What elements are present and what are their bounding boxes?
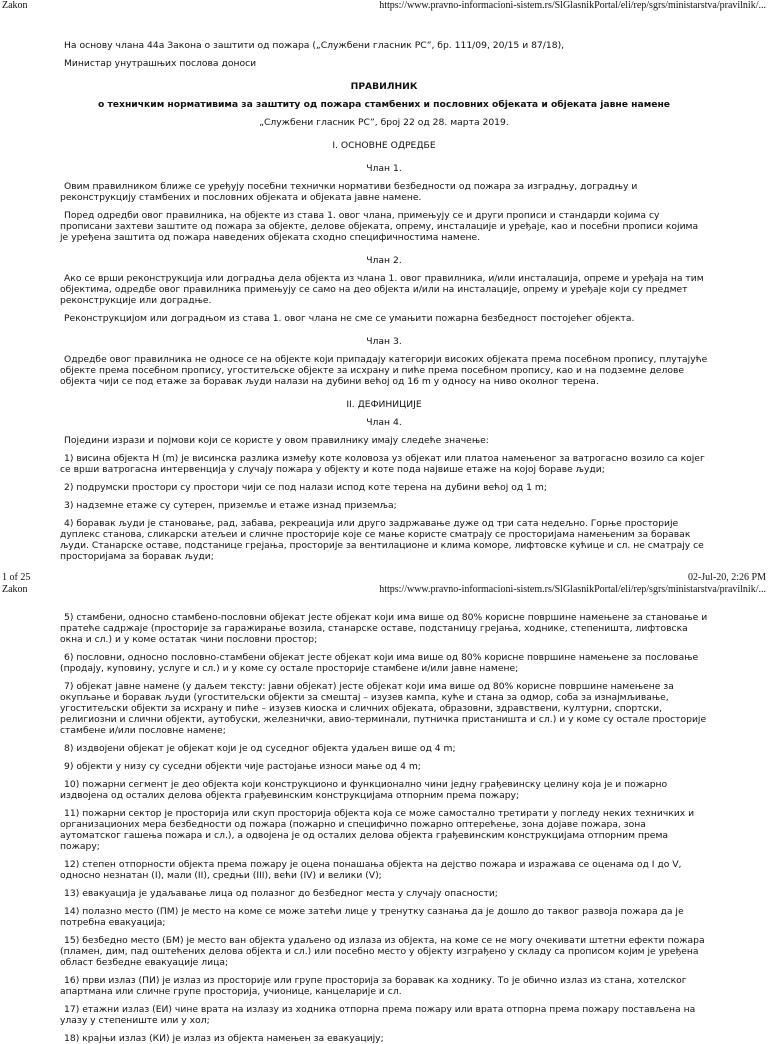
page-header-2 [0, 584, 768, 596]
article-3-heading: Члан 3. [366, 336, 402, 347]
article-2-heading: Члан 2. [366, 255, 402, 266]
definition-18: 18) крајњи излаз (КИ) је излаз из објекта намењен за евакуацију; [64, 1033, 384, 1044]
definition-13: 13) евакуација је удаљавање лица од полазног до безбедног места у случају опасности; [64, 888, 498, 899]
print-timestamp: 02-Jul-20, 2:26 PM [687, 572, 766, 583]
definition-16: 16) први излаз (ПИ) је излаз из просторије или групе просторија за боравак ка ходнику. То је обично излаз из стана, хотелског апартмана или сличне групе просторија, учионице, канцеларије и сл. [60, 975, 687, 997]
definition-4: 4) боравак људи је становање, рад, забава, рекреација или друго задржавање дуже од три сата недељно. Горње просторије дуплекс станова, сликарски атељеи и сличне просторије које се мање користе сматрају се просторијама намењеним за боравак људи. Станарске оставе, подстанице грејања, просторије за вентилационе и клима коморе, лифтовске кућице и сл. не сматрају се просторијама за боравак људи; [60, 518, 704, 562]
document-title: ПРАВИЛНИК [350, 81, 418, 92]
definition-11: 11) пожарни сектор је просторија или скуп просторија објекта која се може самостално третирати у погледу неких техничких и организационих мера безбедности од пожара (пожарно и специфично пожарно оптерећење, зона дојаве пожара, зона аутоматског гашења пожара и сл.), а одвојена је од осталих делова објекта грађевинским конструкцијама отпорним према пожару; [60, 808, 695, 852]
definition-2: 2) подрумски простори су простори чији се под налази испод коте терена на дубини већој од 1 m; [64, 482, 547, 493]
definition-5: 5) стамбени, односно стамбено-пословни објекат јесте објекат који има више од 80% корисне површине намењене за становање и пратеће садржаје (просторије за гаражирање возила, станарске оставе, подстаницу грејања, ходнике, степеништа, лифтовска окна и сл.) и у коме остатак чини пословни простор; [60, 612, 708, 645]
definition-17: 17) етажни излаз (ЕИ) чине врата на излазу из ходника отпорна према пожару или врата отпорна према пожару постављена на улазу у степениште или у хол; [60, 1004, 696, 1026]
definition-14: 14) полазно место (ПМ) је место на коме се може затећи лице у тренутку сазнања да је дошло до таквог развоја пожара да је потребна евакуација; [60, 906, 684, 928]
header-url[interactable]: https://www.pravno-informacioni-sistem.rs/SlGlasnikPortal/eli/rep/sgrs/ministarstva/pravilnik/... [379, 584, 766, 595]
article-1-paragraph-1: Овим правилником ближе се уређују посебни технички нормативи безбедности од пожара за изградњу, доградњу и реконструкцију стамбених и пословних објеката и објеката јавне намене. [60, 181, 638, 203]
page-footer-1 [0, 572, 768, 584]
definition-1: 1) висина објекта H (m) је висинска разлика између коте коловоза уз објекат или платоа намењеног за ватрогасно возило са којег се врши ватрогасна интервенција у случају пожара у објекту и коте пода највише етаже на којој бораве људи; [60, 453, 705, 475]
intro-paragraph: На основу члана 44а Закона о заштити од пожара („Службени гласник РС”, бр. 111/09, 20/15 и 87/18), [64, 40, 565, 51]
section-heading-1: I. ОСНОВНЕ ОДРЕДБЕ [332, 140, 436, 151]
article-4-heading: Члан 4. [366, 417, 402, 428]
gazette-line: „Службени гласник РС”, број 22 од 28. марта 2019. [259, 117, 509, 128]
article-1-heading: Члан 1. [366, 163, 402, 174]
definition-12: 12) степен отпорности објекта према пожару је оцена понашања објекта на дејство пожара и изражава се оценама од I до V, односно незнатан (I), мали (II), средњи (III), већи (IV) и велики (V); [60, 859, 682, 881]
header-url[interactable]: https://www.pravno-informacioni-sistem.rs/SlGlasnikPortal/eli/rep/sgrs/ministarstva/pravilnik/... [379, 0, 766, 11]
minister-line: Министар унутрашњих послова доноси [64, 58, 257, 69]
definition-10: 10) пожарни сегмент је део објекта који конструкционо и функционално чини једну грађевинску целину која је и пожарно издвојена од осталих делова објекта грађевинским конструкцијама отпорним према пожару; [60, 779, 668, 801]
page-count: 1 of 25 [2, 572, 31, 583]
section-heading-2: II. ДЕФИНИЦИЈЕ [346, 399, 422, 410]
definition-6: 6) пословни, односно пословно-стамбени објекат јесте објекат који има више од 80% корисне површине намењене за пословање (продају, куповину, услуге и сл.) и у коме су остале просторије стамбене и/или јавне намене; [60, 652, 699, 674]
article-3-paragraph-1: Одредбе овог правилника не односе се на објекте који припадају категорији високих објеката према посебном пропису, плутајуће објекте према посебном пропису, угоститељске објекте за исхрану и пиће према посебном пропису, као и на подземне делове објекта чији се под етаже за боравак људи налази на дубини већој од 16 m у односу на ниво околног терена. [60, 354, 708, 387]
page-1-content [0, 12, 768, 562]
definition-8: 8) издвојени објекат је објекат који је од суседног објекта удаљен више од 4 m; [64, 743, 456, 754]
article-4-intro: Поједини изрази и појмови који се користе у овом правилнику имају следеће значење: [64, 435, 489, 446]
page-2-content [0, 596, 768, 1044]
page-header-1 [0, 0, 768, 12]
article-2-paragraph-1: Ако се врши реконструкција или доградња дела објекта из члана 1. овог правилника, и/или инсталација, опреме и уређаја на тим објектима, одредбе овог правилника примењују се само на део објекта и/или на инсталације, опрему и уређаје који су предмет реконструкције или доградње. [60, 273, 704, 306]
definition-3: 3) надземне етаже су сутерен, приземље и етаже изнад приземља; [64, 500, 397, 511]
article-1-paragraph-2: Поред одредби овог правилника, на објекте из става 1. овог члана, примењују се и други прописи и стандарди којима су прописани захтеви заштите од пожара за објекте, делове објеката, опрему, инсталације и уређаје, као и посебни прописи којима је уређена заштита од пожара наведених објеката сходно специфичностима намене. [60, 210, 699, 243]
header-title: Zakon [2, 0, 28, 11]
article-2-paragraph-2: Реконструкцијом или доградњом из става 1. овог члана не сме се умањити пожарна безбедност постојећег објекта. [64, 313, 635, 324]
definition-9: 9) објекти у низу су суседни објекти чије растојање износи мање од 4 m; [64, 761, 421, 772]
definition-15: 15) безбедно место (БМ) је место ван објекта удаљено од излаза из објекта, на коме се не могу очекивати штетни ефекти пожара (пламен, дим, пад оштећених делова објекта и сл.) или посебно место у објекту изграђено у складу са прописом којим је уређена област безбедне евакуације лица; [60, 935, 705, 968]
document-subtitle: о техничким нормативима за заштиту од пожара стамбених и пословних објеката и објеката јавне намене [97, 99, 671, 110]
header-title: Zakon [2, 584, 28, 595]
definition-7: 7) објекат јавне намене (у даљем тексту: јавни објекат) јесте објекат који има више од 80% корисне површине намењене за окупљање и боравак људи (угоститељски објекти за смештај – изузев кампа, куће и стана за одмор, соба за изнајмљивање, угоститељски објекти за исхрану и пиће – изузев киоска и сличних објеката, образовни, здравствени, културни, спортски, религиозни и слични објекти, аутобуски, железнички, авио-терминали, путничка пристаништа и сл.) и у коме су остале просторије стамбене и/или пословне намене; [60, 681, 707, 736]
